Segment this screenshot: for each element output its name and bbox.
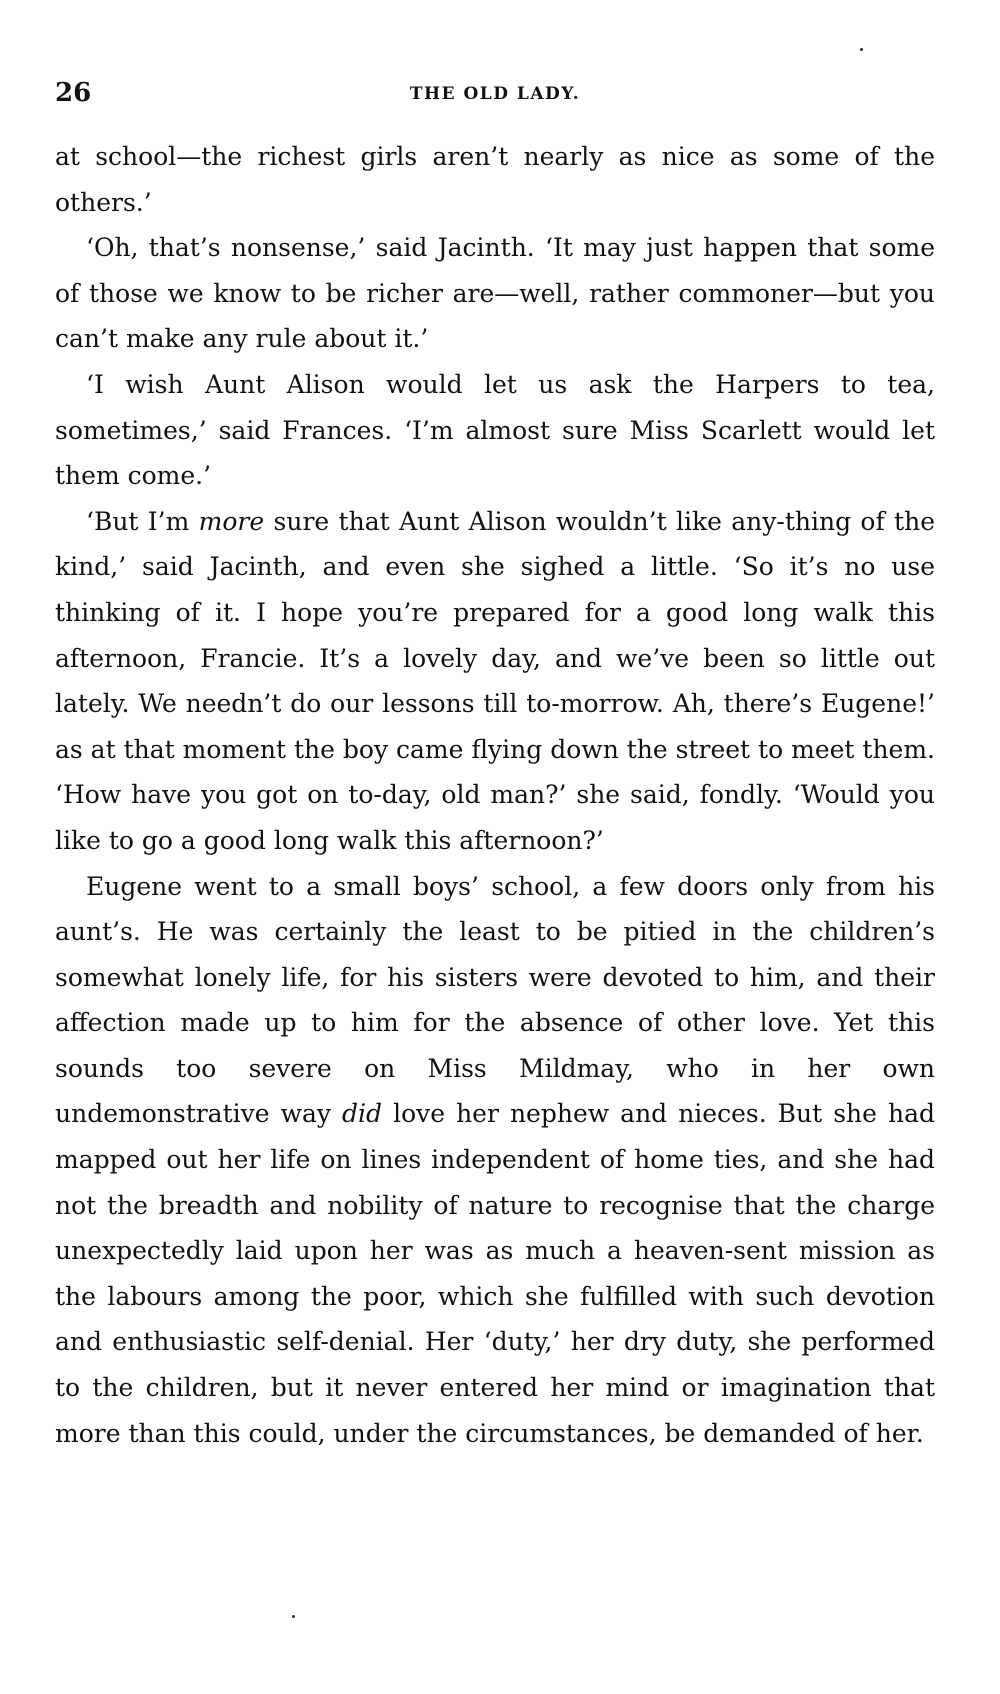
paragraph-5 [55, 864, 935, 1457]
print-speck [860, 48, 863, 51]
page-header [55, 78, 935, 118]
paragraph-5-text-b: love her nephew and nieces. But she had mapped out her life on lines independent of home ties, and she had not the breadth and nobility of nature to recognise that the charge unexpectedly laid upon her was as much a heaven-sent mission as the labours among the poor, which she fulfilled with such devotion and enthusiastic self-denial. Her ‘duty,’ her dry duty, she performed to the children, but it never entered her mind or imagination that more than this could, under the circumstances, be demanded of her. [55, 1099, 935, 1448]
paragraph-2-text: ‘Oh, that’s nonsense,’ said Jacinth. ‘It may just happen that some of those we know to be richer are—well, rather commoner—but you can’t make any rule about it.’ [55, 233, 935, 354]
paragraph-3-text: ‘I wish Aunt Alison would let us ask the Harpers to tea, sometimes,’ said Frances. ‘I’m almost sure Miss Scarlett would let them come.’ [55, 369, 935, 491]
paragraph-4 [55, 499, 935, 864]
paragraph-2 [55, 225, 935, 362]
page-number: 26 [55, 78, 92, 108]
paragraph-5-text-a: Eugene went to a small boys’ school, a few doors only from his aunt’s. He was certainly the least to be pitied in the children’s somewhat lonely life, for his sisters were devoted to him, and their affection made up to him for the absence of other love. Yet this sounds too severe on Miss Mildmay, who in her own undemonstrative way [55, 871, 935, 1129]
paragraph-4-text-b: sure that Aunt Alison wouldn’t like any-thing of the kind,’ said Jacinth, and even she sighed a little. ‘So it’s no use thinking of it. I hope you’re prepared for a good long walk this afternoon, Francie. It’s a lovely day, and we’ve been so little out lately. We needn’t do our lessons till to-morrow. Ah, there’s Eugene!’ as at that moment the boy came flying down the street to meet them. ‘How have you got on to-day, old man?’ she said, fondly. ‘Would you like to go a good long walk this afternoon?’ [55, 506, 935, 855]
paragraph-1 [55, 134, 935, 225]
paragraph-4-italic: more [198, 506, 265, 536]
paragraph-1-text: at school—the richest girls aren’t nearly as nice as some of the others.’ [55, 142, 935, 217]
paragraph-4-text-a: ‘But I’m [86, 506, 199, 536]
print-speck [292, 1615, 295, 1618]
paragraph-5-italic: did [342, 1099, 383, 1129]
paragraph-3 [55, 362, 935, 499]
running-title: THE OLD LADY. [409, 84, 581, 104]
body-text [55, 134, 935, 1456]
